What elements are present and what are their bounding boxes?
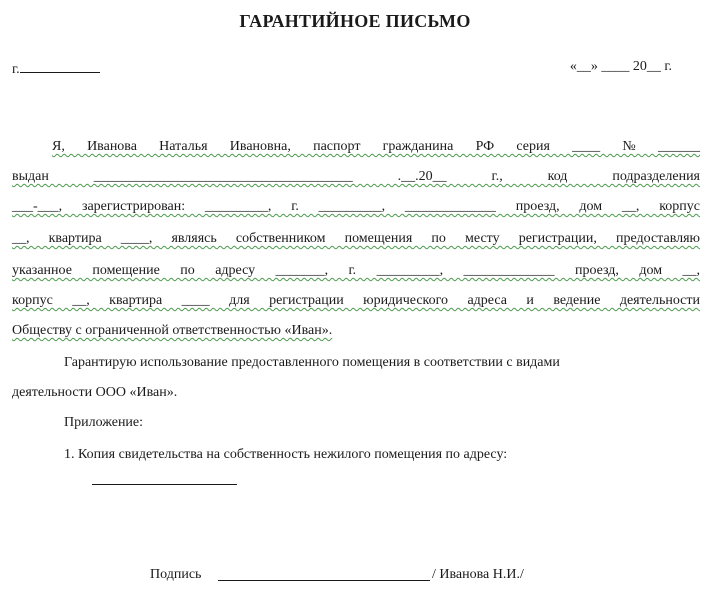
body-line-5: указанное помещение по адресу _______, г. _________, _____________ проезд, дом __, [12, 263, 700, 278]
city-blank [20, 58, 100, 73]
signature-label: Подпись [150, 567, 202, 582]
document-title: ГАРАНТИЙНОЕ ПИСЬМО [239, 11, 471, 31]
body-line-2: выдан _____________________________________ .__.20__ г., код подразделения [12, 169, 700, 184]
signature-line [218, 566, 430, 587]
city-field [12, 58, 100, 79]
city-prefix: г. [12, 62, 20, 77]
date-field: «__» ____ 20__ г. [569, 59, 672, 74]
guarantee-line-2: деятельности ООО «Иван». [12, 385, 178, 400]
signature-name: / Иванова Н.И./ [432, 567, 524, 582]
appendix-item-1: 1. Копия свидетельства на собственность нежилого помещения по адресу: [64, 447, 508, 462]
body-line-3: ___-___, зарегистрирован: _________, г. _________, _____________ проезд, дом __, корпус [12, 199, 700, 214]
body-line-7: Обществу с ограниченной ответственностью «Иван». [12, 323, 333, 338]
guarantee-line-1: Гарантирую использование предоставленного помещения в соответствии с видами [64, 355, 560, 370]
appendix-label: Приложение: [64, 415, 144, 430]
body-line-1: Я, Иванова Наталья Ивановна, паспорт гражданина РФ серия ____ № ______ [52, 139, 700, 154]
body-line-6: корпус __, квартира ____ для регистрации юридического адреса и ведение деятельности [12, 293, 700, 308]
body-line-4: __, квартира ____, являясь собственником помещения по месту регистрации, предоставляю [12, 231, 700, 246]
appendix-address-blank [92, 470, 237, 491]
